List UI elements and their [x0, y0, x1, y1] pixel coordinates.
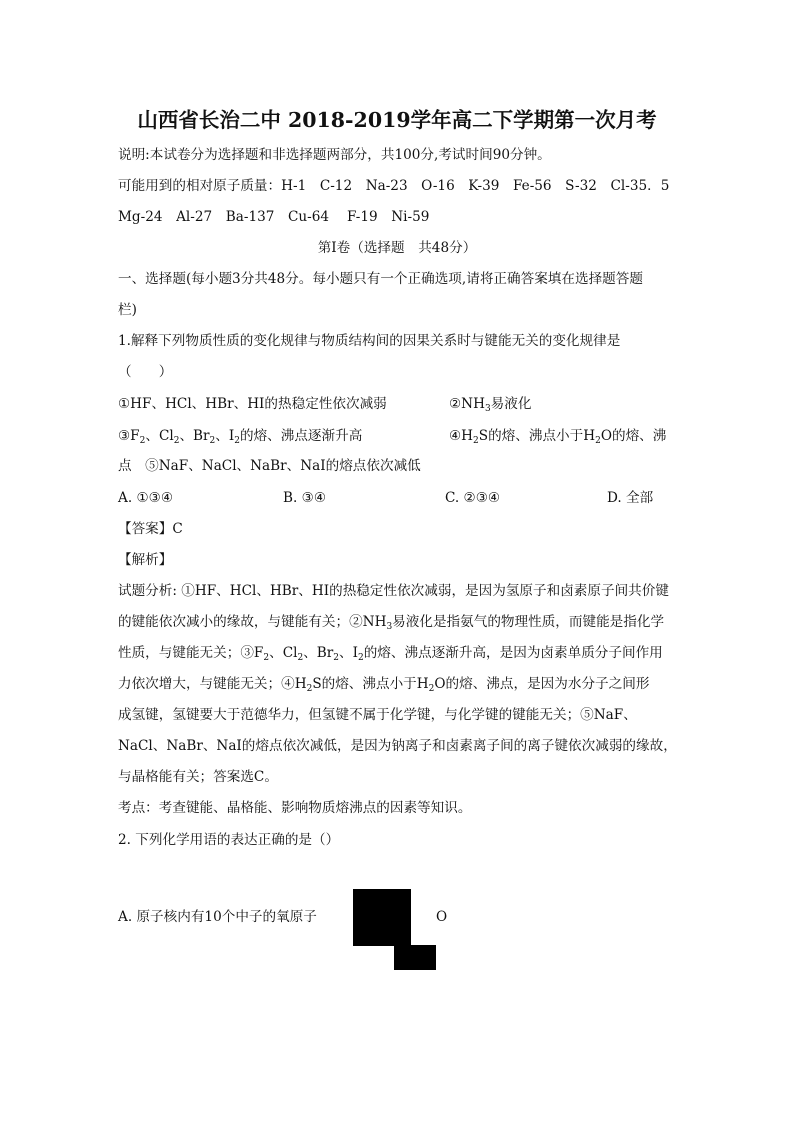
question-2-stem: 2. 下列化学用语的表达正确的是（）: [118, 832, 340, 848]
option-a: A. ①③④: [118, 490, 174, 506]
analysis-line-4: 力依次增大，与键能无关；$④H_2S$的熔、沸点小于$H_2O$的熔、沸点，是因为水分子之间形: [118, 676, 650, 694]
option-c: C. ②③④: [445, 490, 501, 506]
option-d: D. 全部: [607, 490, 654, 506]
redacted-image-block-lower: [394, 945, 436, 970]
analysis-line-7: 与晶格能有关；答案选C。: [118, 769, 278, 785]
answer-label: 【答案】C: [118, 521, 183, 537]
question-2-option-a: A. 原子核内有10个中子的氧原子: [118, 909, 317, 925]
question-1-stem: 1.解释下列物质性质的变化规律与物质结构间的因果关系时与键能无关的变化规律是: [118, 333, 621, 349]
analysis-label: 【解析】: [118, 552, 173, 568]
statement-4: $④H_2S$的熔、沸点小于$H_2O$的熔、沸: [449, 428, 667, 446]
statement-1: ①HF、HCl、HBr、HI的热稳定性依次减弱: [118, 396, 387, 412]
section-instructions-line-1: 一、选择题(每小题3分共48分。每小题只有一个正确选项,请将正确答案填在选择题答题: [118, 271, 643, 287]
analysis-line-5: 成氢键，氢键要大于范德华力，但氢键不属于化学键，与化学键的键能无关；⑤NaF、: [118, 707, 637, 723]
analysis-line-2: 的键能依次减小的缘故，与键能有关；$②NH_3$易液化是指氨气的物理性质，而键能是指化学: [118, 614, 665, 632]
statement-5: 点 ⑤NaF、NaCl、NaBr、NaI的熔点依次减低: [118, 458, 421, 474]
statement-2: $②NH_3$易液化: [449, 396, 532, 414]
oxygen-symbol: O: [436, 909, 448, 925]
analysis-line-6: NaCl、NaBr、NaI的熔点依次减低，是因为钠离子和卤素离子间的离子键依次减弱的缘故，: [118, 738, 677, 754]
redacted-image-block: [353, 889, 411, 946]
atomic-masses-line-2: Mg-24 Al-27 Ba-137 Cu-64 F-19 Ni-59: [118, 209, 430, 225]
part-heading: 第Ⅰ卷（选择题 共48分）: [317, 240, 477, 256]
analysis-line-3: 性质，与键能无关；$③F_2$、$Cl_2$、$Br_2$、$I_2$的熔、沸点逐渐升高，是因为卤素单质分子间作用: [118, 645, 663, 663]
analysis-line-1: 试题分析: ①HF、HCl、HBr、HI的热稳定性依次减弱，是因为氢原子和卤素原子间共价键: [118, 583, 669, 599]
question-1-bracket: （ ）: [118, 364, 173, 380]
option-b: B. ③④: [283, 490, 327, 506]
exam-instructions: 说明:本试卷分为选择题和非选择题两部分，共100分,考试时间90分钟。: [118, 147, 551, 163]
document-title: 山西省长治二中 2018-2019学年高二下学期第一次月考: [137, 108, 657, 132]
atomic-masses-line-1: 可能用到的相对原子质量：H-1 C-12 Na-23 O-16 K-39 Fe-56 S-32 Cl-35．5: [118, 178, 670, 194]
section-instructions-line-2: 栏): [118, 302, 137, 318]
statement-3: $③F_2$、$Cl_2$、$Br_2$、$I_2$的熔、沸点逐渐升高: [118, 428, 363, 446]
exam-point: 考点：考查键能、晶格能、影响物质熔沸点的因素等知识。: [118, 800, 472, 816]
